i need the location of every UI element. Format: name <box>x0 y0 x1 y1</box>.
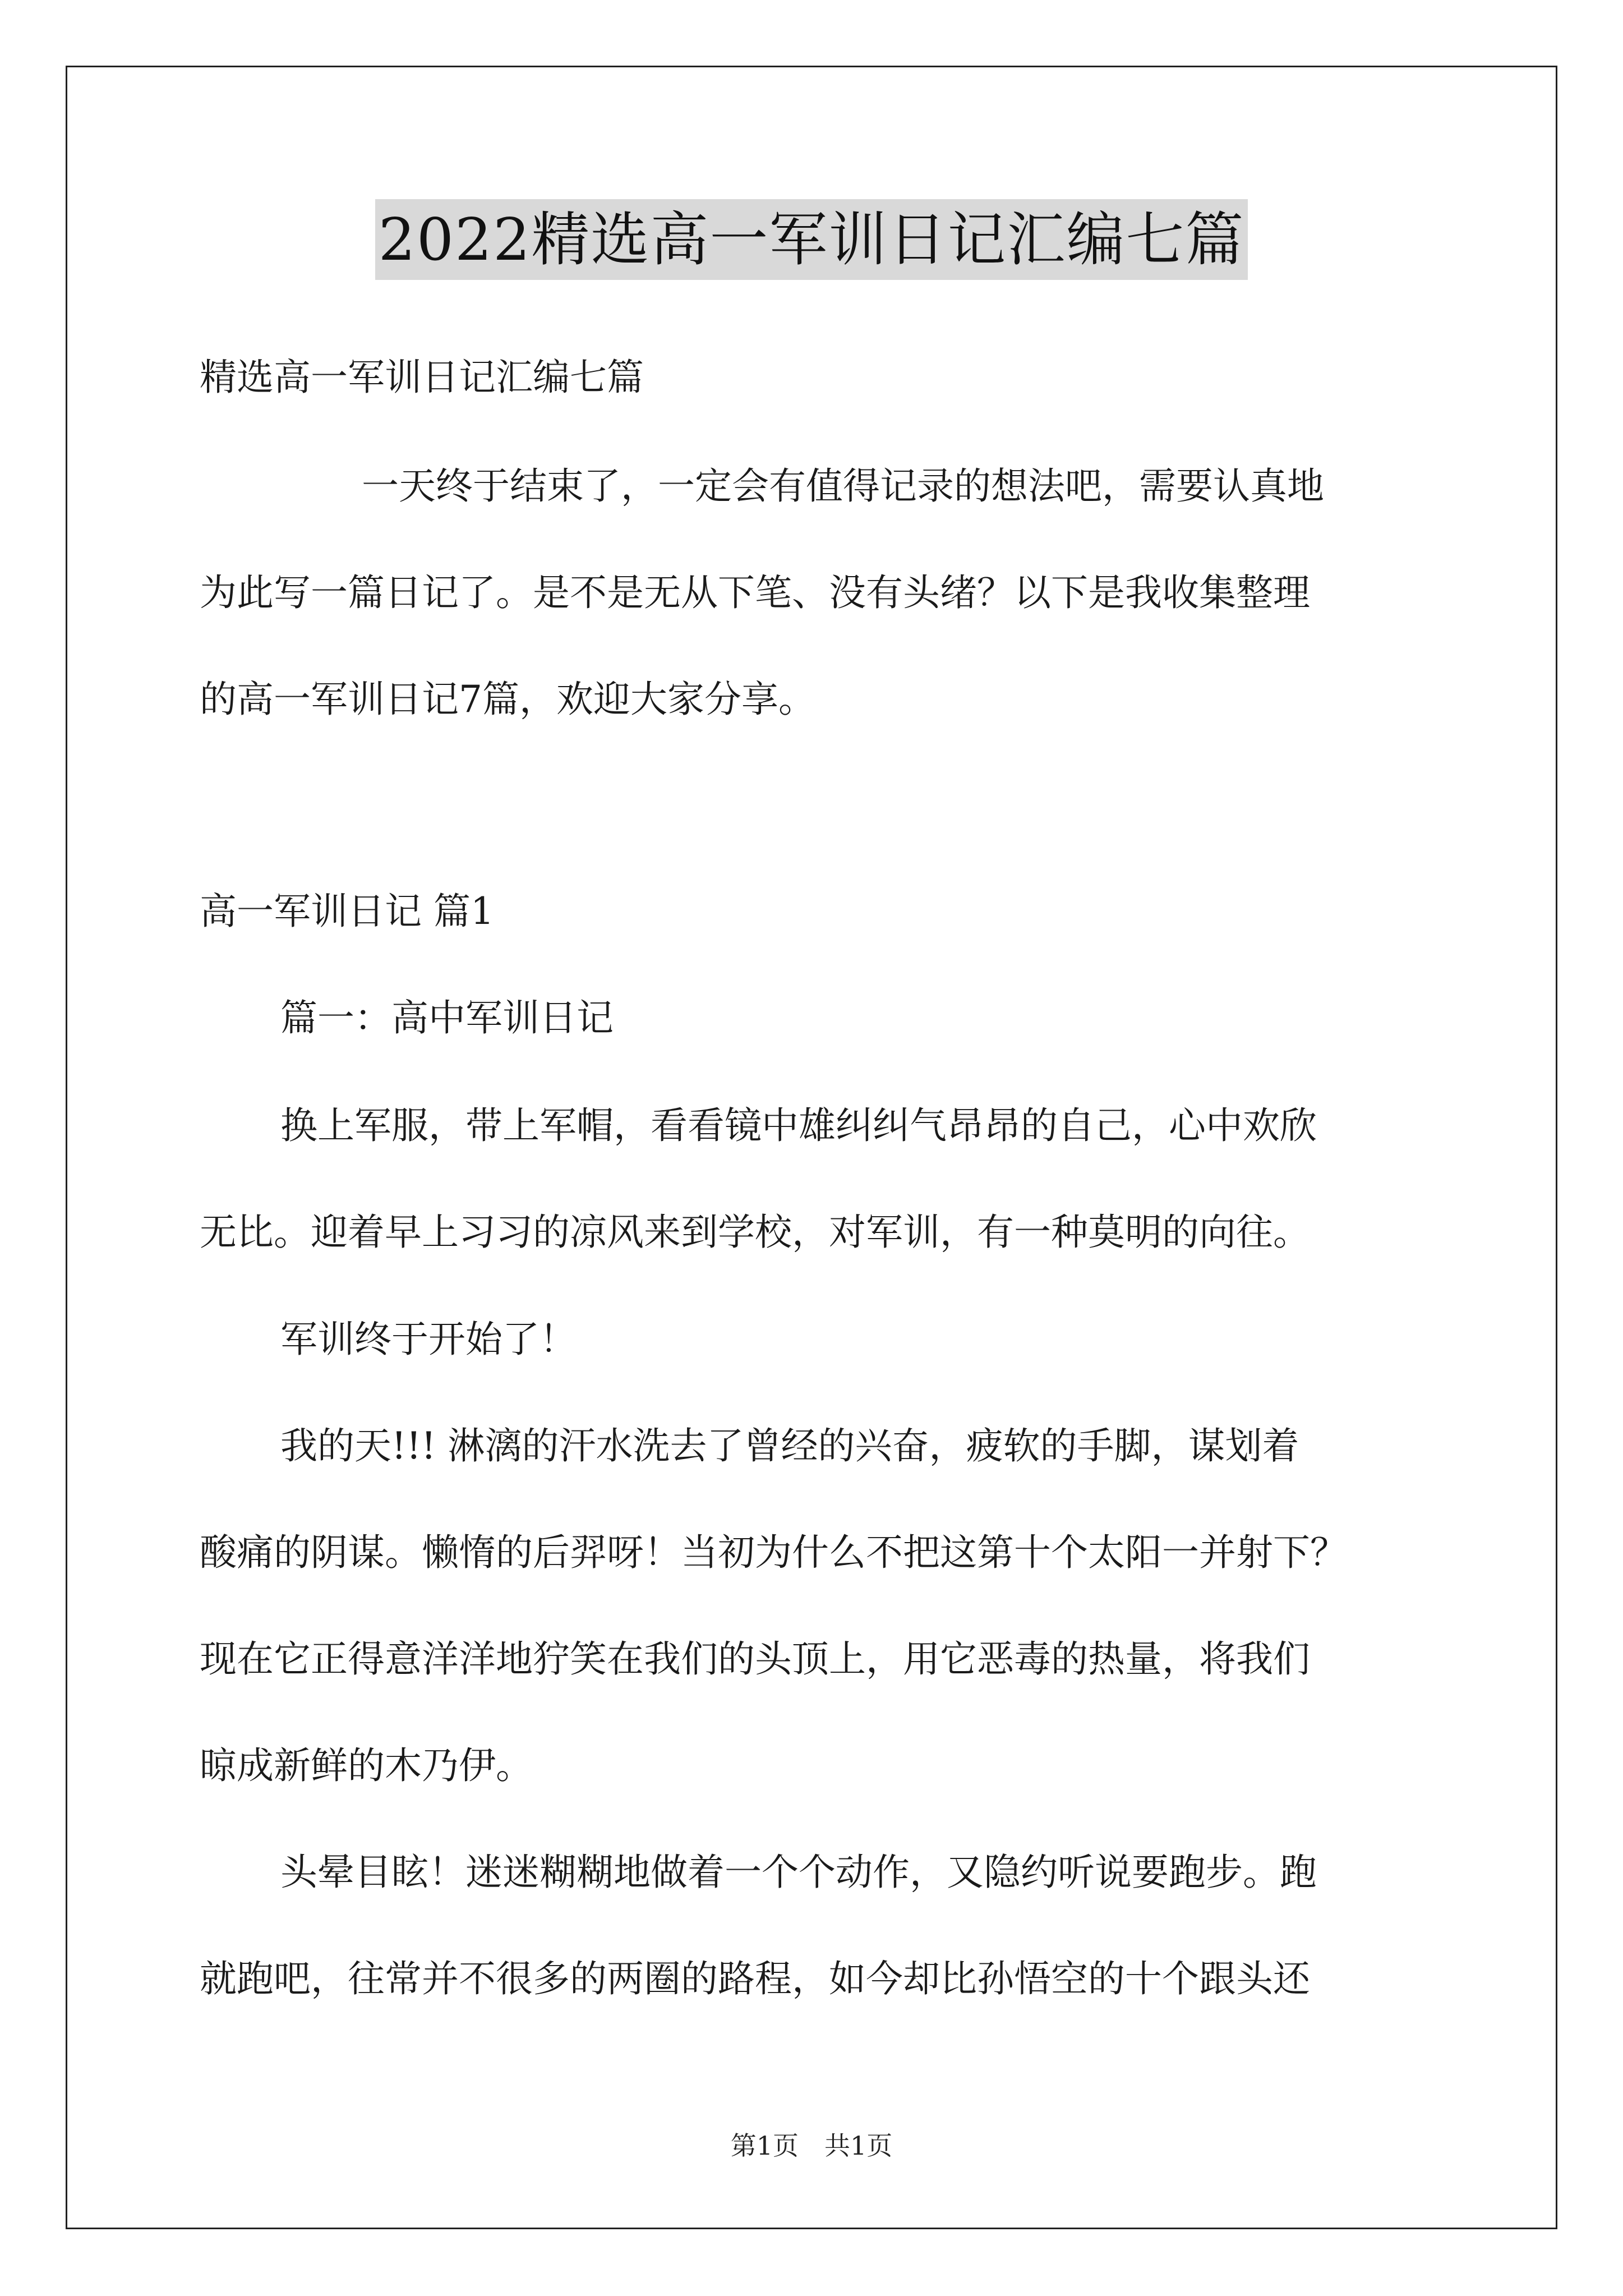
article-heading: 篇一：高中军训日记 <box>280 996 614 1039</box>
body-line-1: 换上军服，带上军帽，看看镜中雄纠纠气昂昂的自己，心中欢欣 <box>280 1104 1317 1147</box>
page-number: 第1页 共1页 <box>730 2131 893 2161</box>
body-line-3: 军训终于开始了！ <box>280 1318 577 1361</box>
body-line-9: 就跑吧，往常并不很多的两圈的路程，如今却比孙悟空的十个跟头还 <box>200 1957 1310 2000</box>
intro-line-1: 一天终于结束了，一定会有值得记录的想法吧，需要认真地 <box>362 464 1324 508</box>
intro-line-2: 为此写一篇日记了。是不是无从下笔、没有头绪？以下是我收集整理 <box>200 571 1310 614</box>
body-line-8: 头晕目眩！迷迷糊糊地做着一个个动作，又隐约听说要跑步。跑 <box>280 1851 1317 1894</box>
title-container <box>0 199 1623 280</box>
body-line-5: 酸痛的阴谋。懒惰的后羿呀！当初为什么不把这第十个太阳一并射下？ <box>200 1531 1347 1574</box>
body-line-2: 无比。迎着早上习习的凉风来到学校，对军训，有一种莫明的向往。 <box>200 1211 1310 1254</box>
body-line-7: 晾成新鲜的木乃伊。 <box>200 1744 533 1787</box>
section-heading: 高一军训日记 篇1 <box>200 890 494 933</box>
intro-line-3: 的高一军训日记7篇，欢迎大家分享。 <box>200 678 815 721</box>
body-line-4: 我的天!!! 淋漓的汗水洗去了曾经的兴奋，疲软的手脚，谋划着 <box>280 1424 1299 1467</box>
body-line-6: 现在它正得意洋洋地狞笑在我们的头顶上，用它恶毒的热量，将我们 <box>200 1637 1310 1681</box>
document-title: 2022精选高一军训日记汇编七篇 <box>375 199 1248 280</box>
document-subtitle: 精选高一军训日记汇编七篇 <box>200 356 644 399</box>
